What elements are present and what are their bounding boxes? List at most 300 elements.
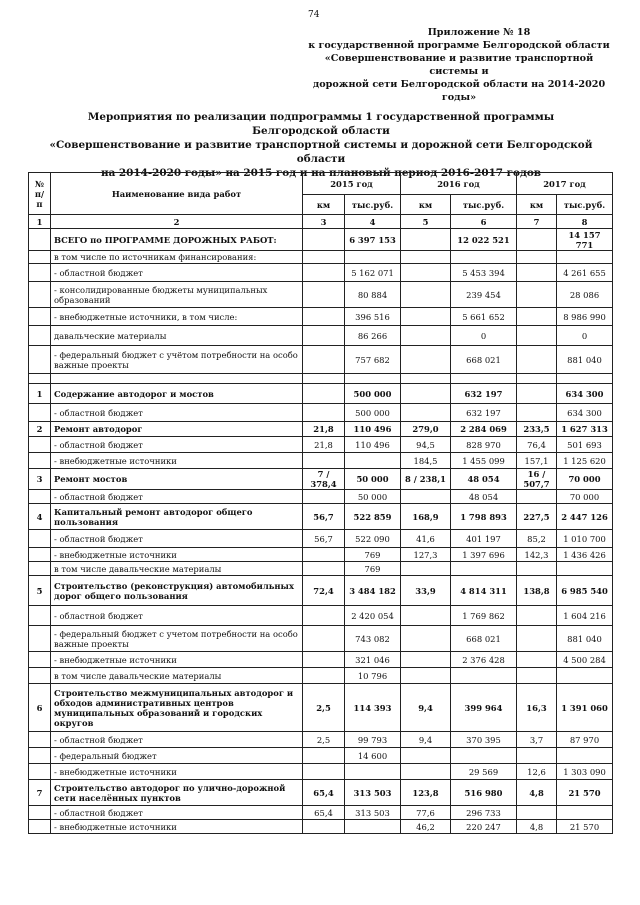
works-table (28, 172, 613, 834)
heading-line: «Совершенствование и развитие транспортной системы и дорожной сети Белгородской области (49, 139, 593, 165)
table-row (29, 251, 613, 264)
row-work-name: - федеральный бюджет с учётом потребности на особо важные проекты (51, 346, 303, 374)
km-2017 (517, 668, 557, 684)
rub-2017: 8 986 990 (557, 308, 613, 326)
km-2016 (401, 346, 451, 374)
table-row (29, 806, 613, 820)
col-header-km: км (517, 195, 557, 215)
table-row (29, 780, 613, 806)
km-2015 (303, 308, 345, 326)
row-work-name: Ремонт автодорог (51, 422, 303, 437)
km-2017: 233,5 (517, 422, 557, 437)
rub-2017: 1 604 216 (557, 606, 613, 626)
col-header-2017: 2017 год (517, 173, 613, 195)
km-2015 (303, 562, 345, 576)
rub-2016: 0 (451, 326, 517, 346)
rub-2017: 21 570 (557, 820, 613, 834)
rub-2015: 313 503 (345, 806, 401, 820)
col-header-rub: тыс.руб. (345, 195, 401, 215)
km-2017: 4,8 (517, 820, 557, 834)
row-number (29, 453, 51, 469)
km-2017: 138,8 (517, 576, 557, 606)
table-row (29, 732, 613, 748)
table-row (29, 820, 613, 834)
row-work-name: Строительство межмуниципальных автодорог и обходов административных центров муниципальных образований и городских округов (51, 684, 303, 732)
rub-2017: 1 125 620 (557, 453, 613, 469)
table-row (29, 469, 613, 490)
row-work-name: в том числе по источникам финансирования: (51, 251, 303, 264)
km-2015 (303, 229, 345, 251)
rub-2017: 881 040 (557, 626, 613, 652)
row-work-name: давальческие материалы (51, 326, 303, 346)
table-row (29, 404, 613, 422)
km-2017 (517, 652, 557, 668)
table-row (29, 453, 613, 469)
col-number: 5 (401, 215, 451, 229)
rub-2015: 110 496 (345, 422, 401, 437)
row-number (29, 668, 51, 684)
km-2015 (303, 652, 345, 668)
rub-2016: 5 661 652 (451, 308, 517, 326)
rub-2015: 3 484 182 (345, 576, 401, 606)
rub-2017: 70 000 (557, 490, 613, 504)
row-number (29, 548, 51, 562)
km-2015 (303, 548, 345, 562)
km-2016 (401, 326, 451, 346)
row-number (29, 326, 51, 346)
rub-2017: 634 300 (557, 404, 613, 422)
rub-2017: 1 010 700 (557, 530, 613, 548)
km-2015: 56,7 (303, 504, 345, 530)
km-2017: 142,3 (517, 548, 557, 562)
km-2017: 16 / 507,7 (517, 469, 557, 490)
table-row (29, 652, 613, 668)
rub-2017: 501 693 (557, 437, 613, 453)
row-work-name: - внебюджетные источники, в том числе: (51, 308, 303, 326)
col-number: 3 (303, 215, 345, 229)
rub-2015: 5 162 071 (345, 264, 401, 282)
km-2015 (303, 490, 345, 504)
col-header-rub: тыс.руб. (451, 195, 517, 215)
rub-2016: 12 022 521 (451, 229, 517, 251)
rub-2015 (345, 820, 401, 834)
row-work-name: Строительство автодорог по улично-дорожной сети населённых пунктов (51, 780, 303, 806)
row-number (29, 606, 51, 626)
rub-2017 (557, 562, 613, 576)
rub-2015: 757 682 (345, 346, 401, 374)
rub-2016: 370 395 (451, 732, 517, 748)
rub-2016: 296 733 (451, 806, 517, 820)
km-2017: 227,5 (517, 504, 557, 530)
km-2017 (517, 562, 557, 576)
rub-2015: 6 397 153 (345, 229, 401, 251)
table-row (29, 264, 613, 282)
rub-2016: 401 197 (451, 530, 517, 548)
rub-2015 (345, 374, 401, 384)
col-header-work-name: Наименование вида работ (51, 173, 303, 215)
km-2015 (303, 404, 345, 422)
col-header-2015: 2015 год (303, 173, 401, 195)
km-2016 (401, 251, 451, 264)
col-header-km: км (303, 195, 345, 215)
km-2016: 184,5 (401, 453, 451, 469)
rub-2016: 828 970 (451, 437, 517, 453)
table-row (29, 530, 613, 548)
appendix-line: «Совершенствование и развитие транспортной системы и (324, 53, 594, 77)
km-2017: 16,3 (517, 684, 557, 732)
km-2015: 2,5 (303, 732, 345, 748)
km-2017 (517, 308, 557, 326)
col-number: 2 (51, 215, 303, 229)
km-2017: 12,6 (517, 764, 557, 780)
row-number (29, 346, 51, 374)
table-row (29, 374, 613, 384)
table-row (29, 684, 613, 732)
rub-2015: 110 496 (345, 437, 401, 453)
col-header-number: № п/п (29, 173, 51, 215)
km-2015: 56,7 (303, 530, 345, 548)
rub-2017 (557, 374, 613, 384)
rub-2015 (345, 764, 401, 780)
km-2016 (401, 626, 451, 652)
km-2017: 85,2 (517, 530, 557, 548)
rub-2017: 1 303 090 (557, 764, 613, 780)
km-2017: 157,1 (517, 453, 557, 469)
km-2015 (303, 282, 345, 308)
row-work-name: - областной бюджет (51, 606, 303, 626)
rub-2017: 28 086 (557, 282, 613, 308)
table-row (29, 308, 613, 326)
rub-2016 (451, 374, 517, 384)
km-2017 (517, 374, 557, 384)
col-header-rub: тыс.руб. (557, 195, 613, 215)
row-work-name: Строительство (реконструкция) автомобильных дорог общего пользования (51, 576, 303, 606)
row-work-name: ВСЕГО по ПРОГРАММЕ ДОРОЖНЫХ РАБОТ: (51, 229, 303, 251)
km-2017 (517, 490, 557, 504)
rub-2017: 0 (557, 326, 613, 346)
km-2016 (401, 562, 451, 576)
km-2017 (517, 626, 557, 652)
rub-2015: 743 082 (345, 626, 401, 652)
km-2017 (517, 748, 557, 764)
appendix-line: дорожной сети Белгородской области на 2014-2020 годы» (312, 79, 606, 103)
row-number: 3 (29, 469, 51, 490)
rub-2016: 220 247 (451, 820, 517, 834)
rub-2017 (557, 806, 613, 820)
row-work-name: - областной бюджет (51, 732, 303, 748)
km-2017 (517, 326, 557, 346)
rub-2015: 10 796 (345, 668, 401, 684)
row-number (29, 490, 51, 504)
row-work-name: Ремонт мостов (51, 469, 303, 490)
col-number: 4 (345, 215, 401, 229)
rub-2016: 2 376 428 (451, 652, 517, 668)
page-number: 74 (308, 10, 320, 20)
km-2015 (303, 764, 345, 780)
row-work-name: - областной бюджет (51, 404, 303, 422)
table-row (29, 626, 613, 652)
row-number: 6 (29, 684, 51, 732)
rub-2016: 632 197 (451, 404, 517, 422)
rub-2016: 48 054 (451, 490, 517, 504)
km-2016: 41,6 (401, 530, 451, 548)
col-number: 7 (517, 215, 557, 229)
col-number: 8 (557, 215, 613, 229)
row-work-name: - областной бюджет (51, 490, 303, 504)
rub-2015: 114 393 (345, 684, 401, 732)
row-work-name: Содержание автодорог и мостов (51, 384, 303, 404)
rub-2016: 632 197 (451, 384, 517, 404)
appendix-header (300, 26, 618, 104)
km-2015 (303, 374, 345, 384)
km-2017 (517, 282, 557, 308)
rub-2015: 50 000 (345, 469, 401, 490)
rub-2017 (557, 251, 613, 264)
km-2017 (517, 264, 557, 282)
km-2017: 4,8 (517, 780, 557, 806)
rub-2015: 50 000 (345, 490, 401, 504)
table-row (29, 504, 613, 530)
row-work-name: - консолидированные бюджеты муниципальных образований (51, 282, 303, 308)
row-number (29, 404, 51, 422)
row-number (29, 732, 51, 748)
row-work-name: - областной бюджет (51, 530, 303, 548)
row-number: 4 (29, 504, 51, 530)
rub-2017: 634 300 (557, 384, 613, 404)
rub-2016: 1 397 696 (451, 548, 517, 562)
row-work-name: - внебюджетные источники (51, 548, 303, 562)
km-2015: 2,5 (303, 684, 345, 732)
rub-2016 (451, 251, 517, 264)
row-work-name: - федеральный бюджет (51, 748, 303, 764)
km-2016 (401, 404, 451, 422)
table-row (29, 326, 613, 346)
rub-2017: 87 970 (557, 732, 613, 748)
table-row (29, 548, 613, 562)
col-number: 6 (451, 215, 517, 229)
km-2015 (303, 346, 345, 374)
rub-2015: 86 266 (345, 326, 401, 346)
rub-2016: 4 814 311 (451, 576, 517, 606)
rub-2016: 5 453 394 (451, 264, 517, 282)
rub-2016: 29 569 (451, 764, 517, 780)
rub-2015: 14 600 (345, 748, 401, 764)
row-number: 7 (29, 780, 51, 806)
rub-2016 (451, 562, 517, 576)
rub-2017: 1 391 060 (557, 684, 613, 732)
km-2015: 7 / 378,4 (303, 469, 345, 490)
rub-2017: 6 985 540 (557, 576, 613, 606)
heading-line: Мероприятия по реализации подпрограммы 1 государственной программы Белгородской области (87, 111, 555, 137)
rub-2015: 769 (345, 548, 401, 562)
row-work-name: - областной бюджет (51, 437, 303, 453)
row-work-name: - областной бюджет (51, 264, 303, 282)
row-work-name: - внебюджетные источники (51, 764, 303, 780)
rub-2016: 1 455 099 (451, 453, 517, 469)
row-work-name: - федеральный бюджет с учетом потребности на особо важные проекты (51, 626, 303, 652)
rub-2016: 399 964 (451, 684, 517, 732)
km-2015: 65,4 (303, 806, 345, 820)
row-work-name: в том числе давальческие материалы (51, 668, 303, 684)
rub-2015: 500 000 (345, 404, 401, 422)
km-2016 (401, 764, 451, 780)
km-2017 (517, 384, 557, 404)
km-2016 (401, 384, 451, 404)
rub-2015: 99 793 (345, 732, 401, 748)
km-2015 (303, 820, 345, 834)
rub-2015: 313 503 (345, 780, 401, 806)
km-2016: 77,6 (401, 806, 451, 820)
km-2016: 127,3 (401, 548, 451, 562)
km-2017 (517, 229, 557, 251)
rub-2016 (451, 748, 517, 764)
row-number (29, 374, 51, 384)
km-2016 (401, 282, 451, 308)
km-2015: 21,8 (303, 422, 345, 437)
rub-2015: 396 516 (345, 308, 401, 326)
row-work-name: Капитальный ремонт автодорог общего пользования (51, 504, 303, 530)
rub-2015: 80 884 (345, 282, 401, 308)
row-number (29, 282, 51, 308)
rub-2016: 668 021 (451, 626, 517, 652)
km-2017 (517, 606, 557, 626)
km-2016 (401, 264, 451, 282)
km-2016 (401, 308, 451, 326)
km-2015 (303, 251, 345, 264)
table-body (29, 229, 613, 834)
row-work-name: - областной бюджет (51, 806, 303, 820)
row-number (29, 437, 51, 453)
row-number: 5 (29, 576, 51, 606)
rub-2017: 1 436 426 (557, 548, 613, 562)
km-2016: 279,0 (401, 422, 451, 437)
rub-2017: 4 261 655 (557, 264, 613, 282)
appendix-title: Приложение № 18 (427, 27, 531, 38)
table-row (29, 576, 613, 606)
document-heading (48, 110, 594, 180)
row-work-name: - внебюджетные источники (51, 820, 303, 834)
km-2017 (517, 346, 557, 374)
row-number: 2 (29, 422, 51, 437)
row-number (29, 626, 51, 652)
row-number (29, 308, 51, 326)
km-2015 (303, 384, 345, 404)
rub-2016: 48 054 (451, 469, 517, 490)
rub-2017: 2 447 126 (557, 504, 613, 530)
km-2015 (303, 668, 345, 684)
table-row (29, 490, 613, 504)
km-2016 (401, 668, 451, 684)
km-2016: 94,5 (401, 437, 451, 453)
row-number (29, 530, 51, 548)
km-2016: 33,9 (401, 576, 451, 606)
heading-line: на 2014-2020 годы» на 2015 год и на плановый период 2016-2017 годов (100, 167, 542, 179)
km-2016 (401, 652, 451, 668)
km-2016 (401, 748, 451, 764)
rub-2017: 70 000 (557, 469, 613, 490)
km-2016 (401, 229, 451, 251)
table-row (29, 562, 613, 576)
table-row (29, 346, 613, 374)
km-2016 (401, 374, 451, 384)
row-number (29, 764, 51, 780)
km-2017 (517, 251, 557, 264)
table-row (29, 282, 613, 308)
rub-2015: 321 046 (345, 652, 401, 668)
rub-2017: 881 040 (557, 346, 613, 374)
row-number (29, 820, 51, 834)
row-number (29, 652, 51, 668)
table-row (29, 668, 613, 684)
km-2016: 8 / 238,1 (401, 469, 451, 490)
rub-2015: 2 420 054 (345, 606, 401, 626)
row-number: 1 (29, 384, 51, 404)
km-2016: 9,4 (401, 732, 451, 748)
rub-2015 (345, 251, 401, 264)
km-2016 (401, 606, 451, 626)
km-2015 (303, 326, 345, 346)
rub-2016: 1 798 893 (451, 504, 517, 530)
rub-2017 (557, 668, 613, 684)
rub-2016 (451, 668, 517, 684)
table-row (29, 384, 613, 404)
km-2017: 76,4 (517, 437, 557, 453)
rub-2015: 522 859 (345, 504, 401, 530)
rub-2015: 769 (345, 562, 401, 576)
table-row (29, 764, 613, 780)
rub-2017: 4 500 284 (557, 652, 613, 668)
table-row (29, 422, 613, 437)
table-row (29, 748, 613, 764)
km-2016: 46,2 (401, 820, 451, 834)
rub-2017: 21 570 (557, 780, 613, 806)
rub-2015: 522 090 (345, 530, 401, 548)
rub-2016: 1 769 862 (451, 606, 517, 626)
col-header-km: км (401, 195, 451, 215)
table-row (29, 606, 613, 626)
row-number (29, 264, 51, 282)
km-2017 (517, 806, 557, 820)
col-header-2016: 2016 год (401, 173, 517, 195)
km-2016: 9,4 (401, 684, 451, 732)
row-work-name (51, 374, 303, 384)
rub-2017 (557, 748, 613, 764)
row-number (29, 251, 51, 264)
row-work-name: в том числе давальческие материалы (51, 562, 303, 576)
km-2016: 168,9 (401, 504, 451, 530)
row-number (29, 806, 51, 820)
rub-2017: 14 157 771 (557, 229, 613, 251)
km-2015: 72,4 (303, 576, 345, 606)
col-number: 1 (29, 215, 51, 229)
table-row (29, 437, 613, 453)
row-number (29, 748, 51, 764)
rub-2016: 239 454 (451, 282, 517, 308)
row-work-name: - внебюджетные источники (51, 652, 303, 668)
km-2015: 21,8 (303, 437, 345, 453)
km-2015 (303, 264, 345, 282)
km-2015 (303, 606, 345, 626)
km-2015 (303, 748, 345, 764)
rub-2015: 500 000 (345, 384, 401, 404)
km-2015 (303, 626, 345, 652)
appendix-line: к государственной программе Белгородской области (308, 40, 610, 51)
rub-2015 (345, 453, 401, 469)
row-number (29, 229, 51, 251)
km-2017 (517, 404, 557, 422)
row-work-name: - внебюджетные источники (51, 453, 303, 469)
km-2015: 65,4 (303, 780, 345, 806)
